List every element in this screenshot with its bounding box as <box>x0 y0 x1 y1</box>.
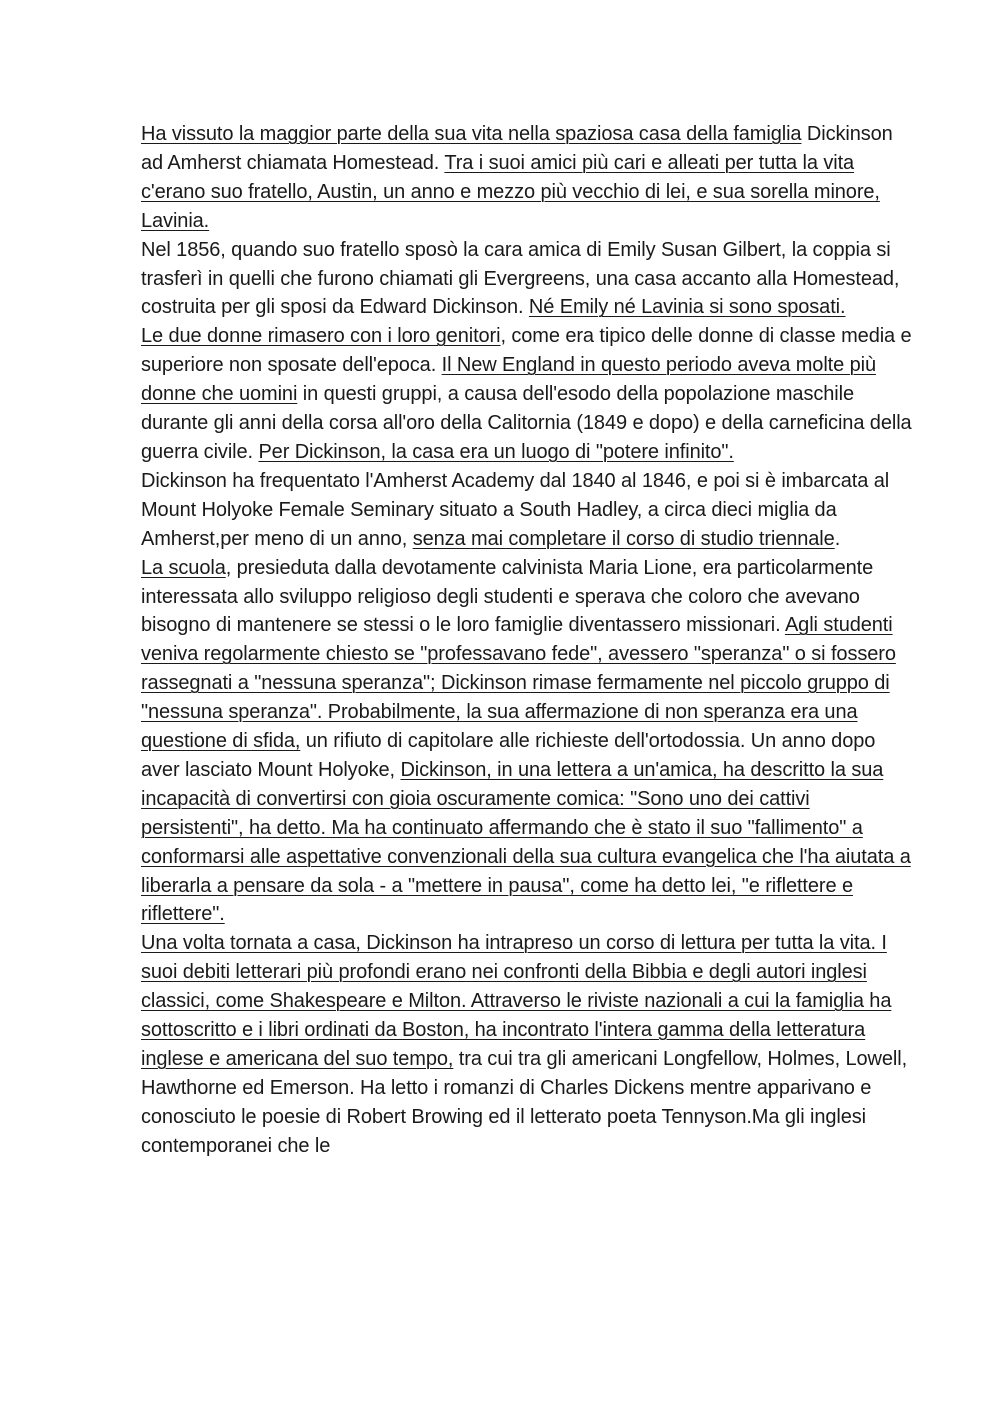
paragraph <box>141 929 913 1160</box>
text-segment: . <box>834 527 841 550</box>
paragraph <box>141 322 913 467</box>
underlined-text-segment: Dickinson, in una lettera a un'amica, ha descritto la sua incapacità di convertirsi con gioia oscuramente comica: "Sono uno dei cattivi persistenti", ha detto. Ma ha continuato affermando che è stato il suo "fallimento" a conformarsi alle aspettative convenzionali della sua cultura evangelica che l'ha aiutata a liberarla a pensare da sola - a "mettere in pausa", come ha detto lei, "e riflettere e riflettere". <box>141 758 911 926</box>
underlined-text-segment: Il New England in questo periodo aveva molte più donne che uomini <box>141 354 876 406</box>
paragraph <box>141 236 913 323</box>
text-segment: tra cui tra gli americani Longfellow, Holmes, Lowell, Hawthorne ed Emerson. Ha letto i romanzi di Charles Dickens mentre apparivano e conosciuto le poesie di Robert Browing ed il letterato poeta Tennyson.Ma gli inglesi contemporanei che le <box>141 1048 908 1157</box>
underlined-text-segment: Una volta tornata a casa, Dickinson ha intrapreso un corso di lettura per tutta la vita. I suoi debiti letterari più profondi erano nei confronti della Bibbia e degli autori inglesi classici, come Shakespeare e Milton. Attraverso le riviste nazionali a cui la famiglia ha sottoscritto e i libri ordinati da Boston, ha incontrato l'intera gamma della letteratura inglese e americana del suo tempo, <box>141 932 892 1070</box>
text-segment: , come era tipico delle donne di classe media e superiore non sposate dell'epoca. <box>141 325 912 377</box>
text-segment: un rifiuto di capitolare alle richieste dell'ortodossia. Un anno dopo aver lasciato Mount Holyoke, <box>141 730 876 781</box>
text-segment: Dickinson ha frequentato l'Amherst Academy dal 1840 al 1846, e poi si è imbarcata al Mount Holyoke Female Seminary situato a South Hadley, a circa dieci miglia da Amherst,per meno di un anno, <box>141 469 890 550</box>
paragraph <box>141 467 913 554</box>
text-segment: Dickinson ad Amherst chiamata Homestead. <box>141 123 893 174</box>
text-segment: Nel 1856, quando suo fratello sposò la cara amica di Emily Susan Gilbert, la coppia si trasferì in quelli che furono chiamati gli Evergreens, una casa accanto alla Homestead, costruita per gli sposi da Edward Dickinson. <box>141 238 900 319</box>
underlined-text-segment: senza mai completare il corso di studio triennale <box>412 527 835 550</box>
underlined-text-segment: Agli studenti veniva regolarmente chiesto se "professavano fede", avessero "speranza" o si fossero rassegnati a "nessuna speranza"; Dickinson rimase fermamente nel piccolo gruppo di "nessuna speranza". Probabilmente, la sua affermazione di non speranza era una questione di sfida, <box>141 614 896 753</box>
underlined-text-segment: La scuola <box>141 556 226 579</box>
paragraph <box>141 554 913 930</box>
underlined-text-segment: Per Dickinson, la casa era un luogo di "potere infinito". <box>258 440 734 463</box>
underlined-text-segment: Tra i suoi amici più cari e alleati per tutta la vita c'erano suo fratello, Austin, un anno e mezzo più vecchio di lei, e sua sorella minore, Lavinia. <box>141 151 880 232</box>
text-segment: , presieduta dalla devotamente calvinista Maria Lione, era particolarmente interessata allo sviluppo religioso degli studenti e sperava che coloro che avevano bisogno di mantenere se stessi o le loro famiglie diventassero missionari. <box>141 556 874 637</box>
text-segment: in questi gruppi, a causa dell'esodo della popolazione maschile durante gli anni della corsa all'oro della Calitornia (1849 e dopo) e della carneficina della guerra civile. <box>141 383 912 463</box>
paragraph <box>141 120 913 236</box>
document-body <box>141 120 913 1161</box>
underlined-text-segment: Ha vissuto la maggior parte della sua vita nella spaziosa casa della famiglia <box>141 123 802 145</box>
underlined-text-segment: Le due donne rimasero con i loro genitori <box>141 325 501 348</box>
underlined-text-segment: Né Emily né Lavinia si sono sposati. <box>528 296 846 319</box>
